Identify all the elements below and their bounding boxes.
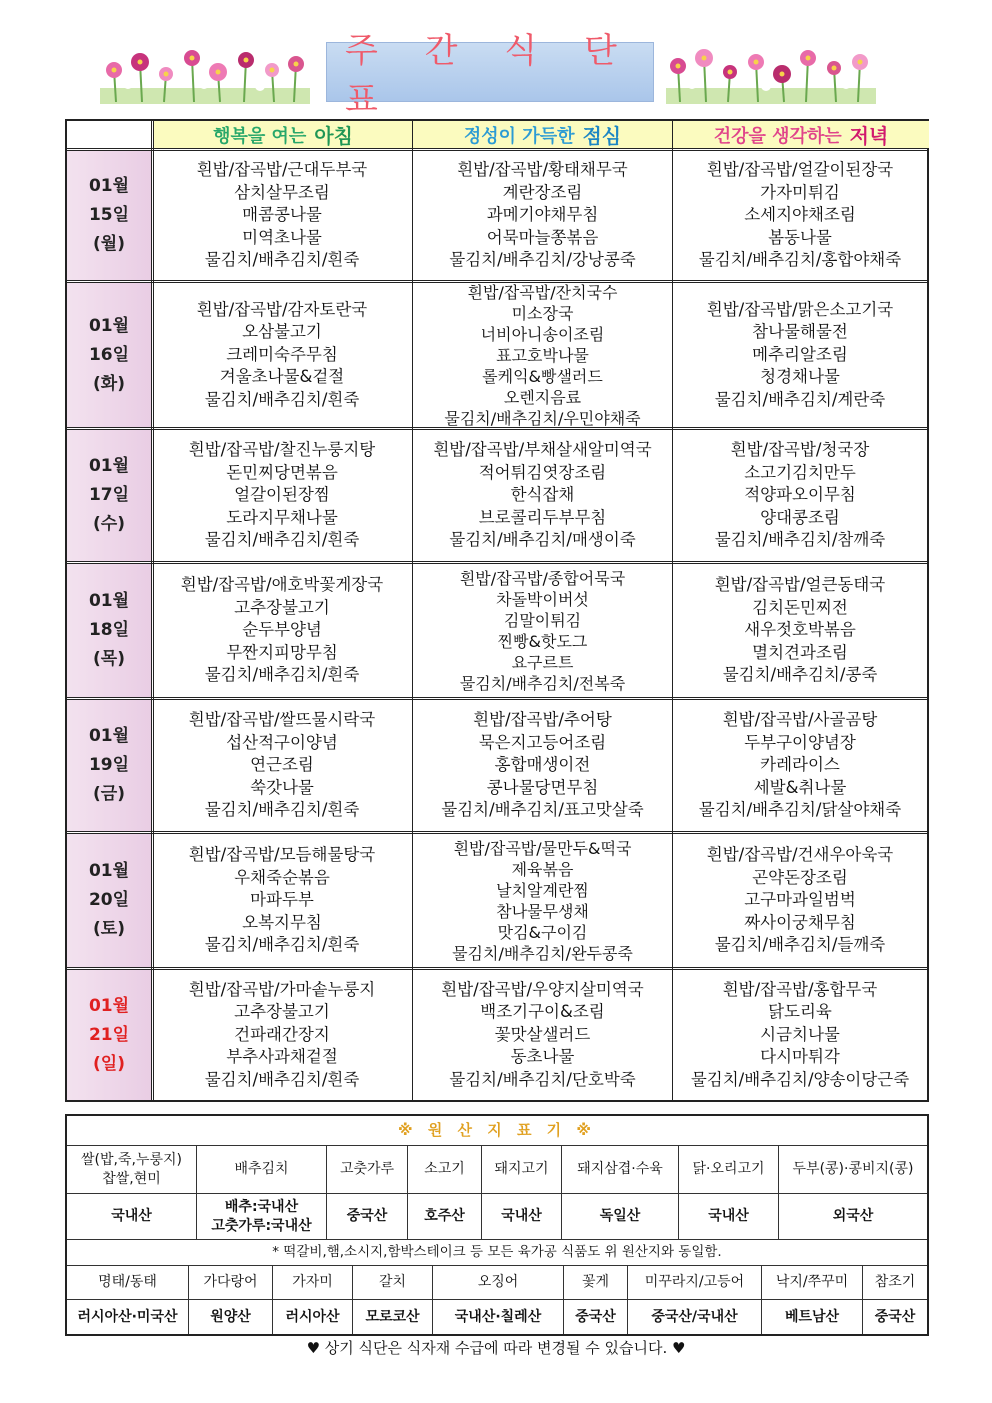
date-weekday: (금) [93, 784, 125, 804]
origin-item: 돼지고기 [494, 1161, 549, 1177]
menu-item: 흰밥/잡곡밥/추어탕 [473, 710, 612, 730]
origin-value: 배추:국내산 [224, 1198, 299, 1215]
menu-item: 매콤콩나물 [242, 205, 322, 225]
menu-item: 흰밥/잡곡밥/건새우아욱국 [706, 845, 894, 865]
origin-value: 호주산 [424, 1208, 465, 1224]
day-row [67, 564, 927, 700]
date-cell [67, 970, 151, 1100]
menu-item: 물김치/배추김치/흰죽 [204, 665, 360, 685]
menu-item: 겨울초나물&겉절 [219, 367, 345, 387]
dinner-cell [673, 700, 927, 831]
menu-item: 흰밥/잡곡밥/얼갈이된장국 [706, 160, 894, 180]
menu-item: 콩나물당면무침 [486, 777, 599, 797]
menu-item: 고구마과일범벅 [744, 890, 856, 910]
origin-title-row [67, 1116, 927, 1146]
menu-item: 백조기구이&조림 [480, 1002, 605, 1022]
origin-value: 국내산 [501, 1208, 542, 1224]
menu-item: 물김치/배추김치/닭살야채죽 [698, 800, 902, 820]
origin-item-cell [863, 1266, 927, 1299]
day-row [67, 151, 927, 283]
menu-item: 무짠지피망무침 [226, 642, 338, 662]
origin-item-cell [189, 1266, 273, 1299]
menu-item: 삼치살무조림 [234, 182, 330, 202]
menu-item: 물김치/배추김치/우민야채죽 [444, 408, 641, 428]
menu-item: 쑥갓나물 [250, 777, 314, 797]
origin-value-cell [273, 1300, 353, 1334]
origin-value: 국내산 [111, 1208, 152, 1224]
menu-item: 흰밥/잡곡밥/찰진누룽지탕 [188, 440, 376, 460]
origin-value: 모로코산 [365, 1308, 420, 1325]
menu-item: 흰밥/잡곡밥/근대두부국 [196, 160, 368, 180]
day-row [67, 700, 927, 834]
menu-item: 묵은지고등어조림 [478, 732, 607, 752]
menu-item: 너비아니송이조림 [480, 324, 605, 344]
menu-item: 물김치/배추김치/흰죽 [204, 1069, 360, 1089]
date-month: 01월 [88, 995, 130, 1016]
menu-item: 도라지무채나물 [226, 507, 338, 527]
lunch-cell [413, 283, 672, 427]
breakfast-cell [152, 564, 412, 697]
menu-item: 물김치/배추김치/양송이당근죽 [690, 1069, 910, 1089]
breakfast-header [154, 121, 412, 148]
menu-item: 김말이튀김 [503, 610, 582, 630]
origin-value: 러시아산·미국산 [77, 1308, 178, 1325]
origin-title-cell [67, 1116, 927, 1145]
date-weekday: (화) [93, 373, 125, 394]
origin-item-cell [562, 1146, 679, 1193]
origin-value-cell [564, 1300, 628, 1334]
menu-item: 물김치/배추김치/참깨죽 [714, 530, 886, 550]
origin-item: 갈치 [378, 1274, 407, 1290]
menu-item: 흰밥/잡곡밥/종합어묵국 [459, 568, 626, 588]
menu-item: 브로콜리두부무침 [478, 507, 607, 527]
menu-item: 짜사이궁채무침 [744, 912, 856, 932]
origin-item-cell [779, 1146, 927, 1193]
menu-item: 참나물해물전 [752, 322, 848, 342]
menu-item: 흰밥/잡곡밥/청국장 [730, 440, 870, 460]
origin-item: 명태/동태 [98, 1274, 157, 1290]
origin-item-cell [273, 1266, 353, 1299]
menu-item: 맛김&구이김 [497, 922, 588, 942]
origin-note: * 떡갈비,햄,소시지,함박스테이크 등 모든 육가공 식품도 위 원산지와 동일함. [272, 1244, 722, 1260]
flower-decoration-left [100, 48, 310, 104]
menu-item: 흰밥/잡곡밥/홍합무국 [722, 979, 878, 999]
lunch-cell [413, 430, 672, 561]
origin-item-cell [67, 1266, 189, 1299]
menu-item: 날치알계란찜 [496, 880, 589, 900]
page-title: 주 간 식 단 표 [345, 31, 635, 120]
menu-item: 동초나물 [510, 1047, 575, 1067]
origin-value-cell [482, 1194, 562, 1239]
column-divider [672, 121, 673, 1100]
menu-item: 크레미숙주무침 [226, 344, 338, 364]
menu-item: 세발&취나물 [753, 777, 847, 797]
origin-value: 외국산 [832, 1208, 874, 1224]
menu-item: 꽃맛살샐러드 [494, 1024, 591, 1044]
menu-item: 물김치/배추김치/홍합야채죽 [698, 250, 902, 270]
origin-value: 국내산 [708, 1208, 749, 1224]
origin-value-cell [197, 1194, 327, 1239]
dinner-cell [673, 834, 927, 967]
date-weekday: (목) [93, 649, 125, 669]
origin-row1-origins [67, 1194, 927, 1240]
origin-value: 베트남산 [784, 1308, 840, 1325]
menu-item: 미소장국 [511, 303, 574, 323]
menu-item: 닭도리육 [768, 1002, 832, 1022]
date-month: 01월 [88, 456, 130, 476]
menu-item: 참나물무생채 [496, 901, 589, 921]
lunch-header [413, 121, 672, 148]
date-cell [67, 564, 151, 697]
menu-item: 순두부양념 [242, 620, 322, 640]
lunch-cell [413, 834, 672, 967]
menu-item: 물김치/배추김치/단호박죽 [449, 1069, 636, 1089]
date-day: 19일 [88, 755, 130, 775]
menu-item: 카레라이스 [760, 755, 840, 775]
date-weekday: (수) [93, 514, 125, 534]
weekly-menu-table [65, 119, 929, 1102]
date-day: 18일 [88, 620, 130, 640]
origin-item-cell [679, 1146, 779, 1193]
origin-item-cell [67, 1146, 197, 1193]
menu-item: 섭산적구이양념 [226, 732, 338, 752]
lunch-header-prefix: 정성이 가득한 [463, 125, 575, 147]
date-day: 15일 [88, 205, 130, 225]
origin-item: 찹쌀,현미 [102, 1170, 161, 1187]
menu-item: 물김치/배추김치/흰죽 [204, 935, 360, 955]
lunch-cell [413, 564, 672, 697]
menu-item: 적양파오이무침 [744, 485, 856, 505]
origin-item: 배추김치 [234, 1161, 289, 1177]
menu-item: 물김치/배추김치/콩죽 [722, 665, 878, 685]
flower-decoration-right [666, 48, 876, 104]
menu-item: 연근조림 [250, 755, 314, 775]
day-row [67, 970, 927, 1100]
origin-value-cell [628, 1300, 762, 1334]
day-row [67, 430, 927, 564]
menu-item: 흰밥/잡곡밥/우양지살미역국 [441, 979, 644, 999]
origin-row2-origins [67, 1300, 927, 1334]
origin-value-cell [408, 1194, 482, 1239]
origin-value-cell [433, 1300, 564, 1334]
menu-item: 청경채나물 [760, 367, 840, 387]
menu-item: 물김치/배추김치/들깨죽 [714, 935, 886, 955]
date-day: 16일 [88, 344, 130, 365]
date-month: 01월 [88, 726, 130, 746]
dinner-cell [673, 430, 927, 561]
date-weekday: (토) [93, 919, 125, 939]
menu-item: 흰밥/잡곡밥/얼큰동태국 [714, 575, 886, 595]
title-banner [326, 31, 654, 120]
menu-item: 물김치/배추김치/흰죽 [204, 530, 360, 550]
origin-value-cell [779, 1194, 927, 1239]
menu-item: 흰밥/잡곡밥/쌀뜨물시락국 [188, 710, 376, 730]
origin-table [65, 1114, 929, 1336]
date-cell [67, 151, 151, 280]
breakfast-cell [152, 970, 412, 1100]
origin-item-cell [762, 1266, 863, 1299]
lunch-header-emphasis: 점심 [582, 124, 622, 148]
menu-item: 흰밥/잡곡밥/모듬해물탕국 [188, 845, 376, 865]
date-month: 01월 [88, 176, 130, 196]
menu-item: 홍합매생이전 [494, 755, 591, 775]
menu-item: 오삼불고기 [242, 322, 322, 342]
date-weekday: (월) [93, 234, 125, 254]
date-day: 17일 [88, 485, 130, 505]
date-month: 01월 [88, 861, 130, 881]
menu-item: 얼갈이된장찜 [234, 485, 330, 505]
menu-item: 흰밥/잡곡밥/애호박꽃게장국 [180, 575, 384, 595]
origin-item: 고춧가루 [339, 1161, 395, 1177]
menu-item: 롤케익&빵샐러드 [482, 366, 603, 386]
menu-item: 가자미튀김 [760, 182, 840, 202]
lunch-cell [413, 970, 672, 1100]
menu-item: 흰밥/잡곡밥/부채살새알미역국 [433, 440, 652, 460]
origin-item: 참조기 [874, 1274, 916, 1290]
menu-item: 오복지무침 [242, 912, 322, 932]
dinner-cell [673, 970, 927, 1100]
column-divider [412, 121, 413, 1100]
origin-item: 닭·오리고기 [692, 1161, 765, 1177]
menu-item: 물김치/배추김치/흰죽 [204, 250, 360, 270]
footer-note: ♥ 상기 식단은 식자재 수급에 따라 변경될 수 있습니다. ♥ [306, 1339, 686, 1357]
menu-item: 고추장불고기 [234, 597, 330, 617]
menu-item: 물김치/배추김치/흰죽 [204, 800, 360, 820]
lunch-cell [413, 151, 672, 280]
origin-item-cell [197, 1146, 327, 1193]
origin-value-cell [67, 1194, 197, 1239]
menu-item: 마파두부 [250, 890, 314, 910]
menu-item: 건파래간장지 [234, 1024, 330, 1044]
origin-row2-items [67, 1266, 927, 1300]
origin-value-cell [679, 1194, 779, 1239]
date-month: 01월 [88, 315, 130, 336]
menu-item: 물김치/배추김치/표고맛살죽 [441, 800, 644, 820]
menu-item: 계란장조림 [502, 182, 583, 202]
origin-note-cell [67, 1240, 927, 1265]
menu-item: 흰밥/잡곡밥/사골곰탕 [722, 710, 878, 730]
origin-item: 소고기 [424, 1161, 465, 1177]
menu-item: 곤약돈장조림 [752, 867, 848, 887]
breakfast-cell [152, 151, 412, 280]
column-header-row [67, 121, 927, 151]
breakfast-header-emphasis: 아침 [314, 124, 353, 148]
date-cell [67, 283, 151, 427]
menu-item: 부추사과채겉절 [226, 1047, 338, 1067]
menu-item: 두부구이양념장 [744, 732, 856, 752]
menu-item: 흰밥/잡곡밥/맑은소고기국 [706, 299, 894, 319]
origin-item: 쌀(밥,죽,누룽지) [81, 1151, 182, 1168]
origin-value-cell [189, 1300, 273, 1334]
origin-item: 가다랑어 [203, 1274, 258, 1290]
dinner-header-prefix: 건강을 생각하는 [713, 125, 842, 147]
breakfast-cell [152, 834, 412, 967]
menu-item: 과메기야채무침 [486, 205, 599, 225]
breakfast-cell [152, 700, 412, 831]
origin-note-row [67, 1240, 927, 1266]
menu-item: 흰밥/잡곡밥/물만두&떡국 [453, 838, 632, 858]
menu-item: 물김치/배추김치/완두콩죽 [452, 943, 633, 963]
origin-item-cell [482, 1146, 562, 1193]
origin-item-cell [353, 1266, 433, 1299]
menu-item: 오렌지음료 [503, 387, 582, 407]
origin-value-cell [327, 1194, 408, 1239]
origin-item-cell [433, 1266, 564, 1299]
origin-item: 꽃게 [581, 1274, 610, 1290]
lunch-cell [413, 700, 672, 831]
menu-item: 멸치견과조림 [752, 642, 848, 662]
menu-item: 흰밥/잡곡밥/감자토란국 [196, 299, 368, 319]
breakfast-cell [152, 430, 412, 561]
menu-item: 우채죽순볶음 [234, 867, 330, 887]
menu-item: 물김치/배추김치/흰죽 [204, 389, 360, 409]
menu-item: 시금치나물 [760, 1024, 840, 1044]
origin-value: 중국산 [874, 1308, 916, 1325]
origin-value-cell [762, 1300, 863, 1334]
column-divider [151, 121, 154, 1100]
origin-item-cell [327, 1146, 408, 1193]
menu-item: 봄동나물 [768, 227, 832, 247]
menu-item: 물김치/배추김치/전복죽 [459, 673, 626, 693]
origin-item: 미꾸라지/고등어 [644, 1274, 745, 1290]
menu-item: 찐빵&핫도그 [497, 631, 588, 651]
menu-item: 어묵마늘쫑볶음 [486, 227, 599, 247]
origin-row1-items [67, 1146, 927, 1194]
origin-value-cell [863, 1300, 927, 1334]
menu-item: 물김치/배추김치/강낭콩죽 [449, 250, 636, 270]
origin-value: 러시아산 [285, 1308, 340, 1325]
origin-item: 낙지/쭈꾸미 [775, 1274, 849, 1290]
menu-item: 메추리알조림 [752, 344, 848, 364]
menu-item: 고추장불고기 [234, 1002, 330, 1022]
origin-item: 오징어 [477, 1274, 519, 1290]
dinner-cell [673, 564, 927, 697]
menu-item: 제육볶음 [511, 859, 574, 879]
date-month: 01월 [88, 591, 130, 611]
date-day: 21일 [88, 1024, 130, 1045]
menu-item: 양대콩조림 [760, 507, 840, 527]
menu-item: 적어튀김엿장조림 [478, 462, 607, 482]
date-weekday: (일) [93, 1053, 125, 1074]
dinner-header-emphasis: 저녁 [849, 124, 889, 148]
origin-value-cell [353, 1300, 433, 1334]
breakfast-cell [152, 283, 412, 427]
origin-item-cell [408, 1146, 482, 1193]
date-day: 20일 [88, 890, 130, 910]
menu-item: 흰밥/잡곡밥/가마솥누룽지 [188, 979, 376, 999]
origin-value: 독일산 [599, 1208, 641, 1224]
menu-item: 물김치/배추김치/계란죽 [714, 389, 886, 409]
date-cell [67, 430, 151, 561]
origin-item: 가자미 [292, 1274, 333, 1290]
origin-title: ※ 원 산 지 표 기 ※ [398, 1121, 596, 1139]
origin-value-cell [67, 1300, 189, 1334]
origin-value: 원양산 [210, 1308, 251, 1325]
menu-item: 소세지야채조림 [744, 205, 856, 225]
origin-value-cell [562, 1194, 679, 1239]
origin-item-cell [564, 1266, 628, 1299]
dinner-cell [673, 283, 927, 427]
menu-item: 소고기김치만두 [744, 462, 856, 482]
date-cell [67, 700, 151, 831]
origin-item-cell [628, 1266, 762, 1299]
dinner-header [673, 121, 929, 148]
origin-value: 중국산 [575, 1308, 616, 1325]
menu-item: 돈민찌당면볶음 [226, 462, 338, 482]
menu-item: 다시마튀각 [760, 1047, 840, 1067]
menu-item: 요구르트 [511, 652, 574, 672]
menu-item: 새우젓호박볶음 [744, 620, 856, 640]
origin-value: 중국산/국내산 [651, 1308, 738, 1325]
origin-value: 고춧가루:국내산 [211, 1217, 312, 1234]
menu-item: 미역초나물 [242, 227, 322, 247]
origin-value: 국내산·칠레산 [454, 1308, 542, 1325]
origin-item: 돼지삼겹·수육 [577, 1161, 663, 1177]
breakfast-header-prefix: 행복을 여는 [213, 125, 307, 147]
date-cell [67, 834, 151, 967]
menu-item: 김치돈민찌전 [752, 597, 848, 617]
menu-item: 표고호박나물 [496, 345, 589, 365]
menu-item: 차돌박이버섯 [496, 589, 589, 609]
menu-item: 한식잡채 [510, 485, 575, 505]
menu-item: 흰밥/잡곡밥/황태채무국 [457, 160, 628, 180]
day-row [67, 283, 927, 430]
origin-item: 두부(콩)·콩비지(콩) [792, 1161, 914, 1177]
dinner-cell [673, 151, 927, 280]
origin-value: 중국산 [346, 1208, 388, 1224]
menu-item: 물김치/배추김치/매생이죽 [449, 530, 636, 550]
menu-item: 흰밥/잡곡밥/잔치국수 [467, 282, 618, 302]
day-row [67, 834, 927, 970]
